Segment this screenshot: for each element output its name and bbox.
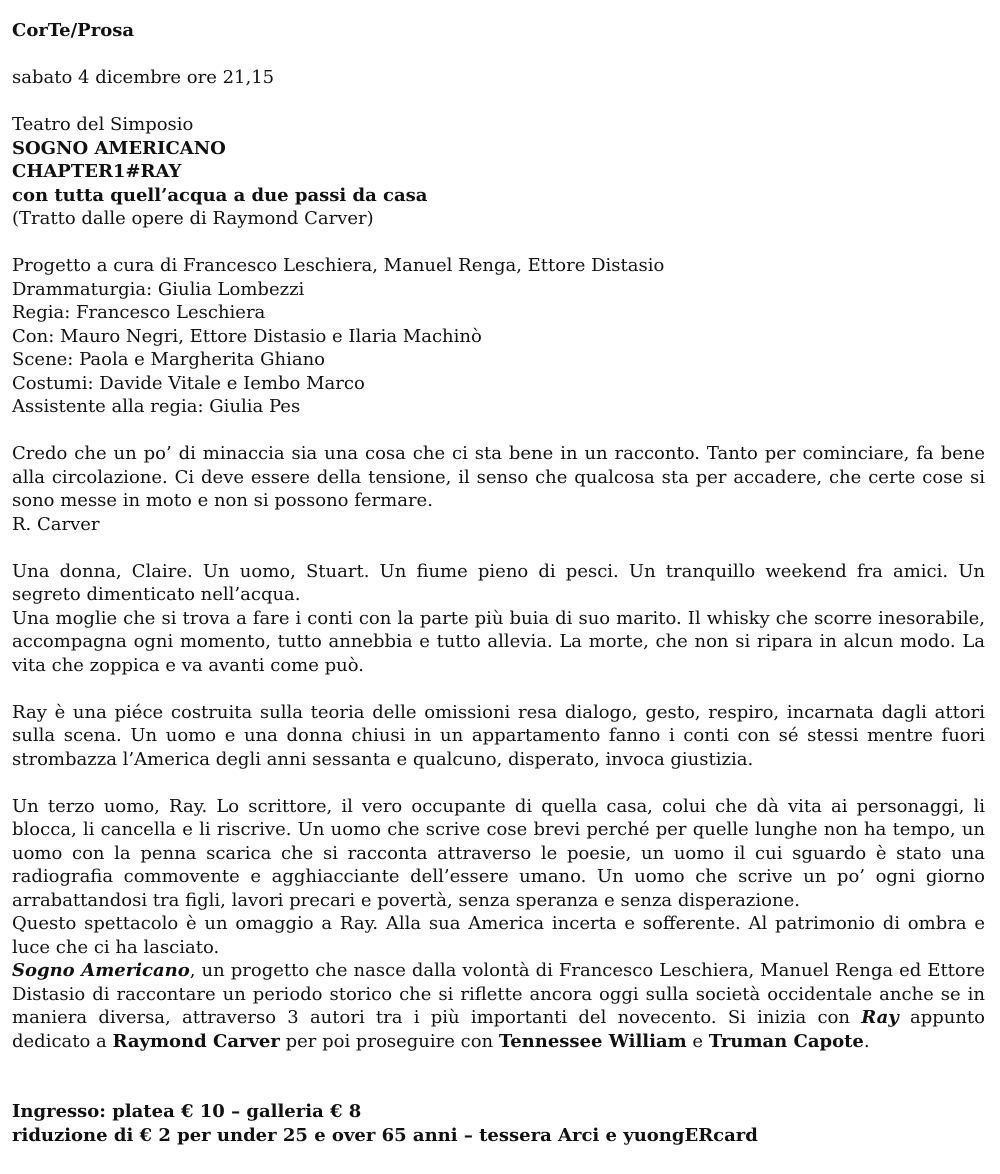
project-title: Sogno Americano: [12, 960, 190, 981]
credit-line: Regia: Francesco Leschiera: [12, 302, 266, 323]
text-run: , un progetto che nasce dalla volontà di Francesco Leschiera, Manuel Renga ed Ettore Distasio di raccontare un periodo storico che si riflette ancora oggi sulla società occidentale anche se in maniera diversa, attraverso 3 autori tra i più importanti del novecento. Si inizia con: [12, 960, 986, 1028]
credit-line: Assistente alla regia: Giulia Pes: [12, 396, 301, 417]
credit-line: Scene: Paola e Margherita Ghiano: [12, 349, 326, 370]
description-paragraph: Questo spettacolo è un omaggio a Ray. Alla sua America incerta e sofferente. Al patrimonio di ombra e luce che ci ha lasciato.: [12, 913, 985, 958]
ticket-discounts: riduzione di € 2 per under 25 e over 65 anni – tessera Arci e yuongERcard: [12, 1124, 758, 1146]
author-name: Truman Capote: [708, 1030, 864, 1052]
show-source: (Tratto dalle opere di Raymond Carver): [12, 208, 374, 229]
ticket-prices: Ingresso: platea € 10 – galleria € 8: [12, 1101, 362, 1122]
credit-line: Costumi: Davide Vitale e Iembo Marco: [12, 372, 365, 394]
text-run: .: [863, 1030, 870, 1052]
show-title: SOGNO AMERICANO: [12, 137, 226, 159]
text-run: e: [686, 1030, 709, 1052]
synopsis-paragraph: Una moglie che si trova a fare i conti con la parte più buia di suo marito. Il whisky che scorre inesorabile, accompagna ogni momento, tutto annebbia e tutto allevia. La morte, che non si ripara in alcun modo. La vita che zoppica e va avanti come può.: [12, 607, 985, 676]
quote-author: R. Carver: [12, 513, 100, 535]
carver-quote: Credo che un po’ di minaccia sia una cosa che ci sta bene in un racconto. Tanto per cominciare, fa bene alla circolazione. Ci deve essere della tensione, il senso che qualcosa sta per accadere, che certe cose si sono messe in moto e non si possono fermare.: [12, 443, 985, 511]
event-date: sabato 4 dicembre ore 21,15: [12, 67, 275, 88]
text-run: per poi proseguire con: [279, 1030, 499, 1052]
ray-title: Ray: [861, 1007, 899, 1028]
description-paragraph: Un terzo uomo, Ray. Lo scrittore, il vero occupante di quella casa, colui che dà vita ai personaggi, li blocca, li cancella e li riscrive. Un uomo che scrive cose brevi perché per quelle lunghe non ha tempo, un uomo con la penna scarica che si racconta attraverso le poesie, un uomo il cui sguardo è stato una radiografia commovente e agghiacciante dell’essere umano. Un uomo che scrive un po’ ogni giorno arrabattandosi tra figli, lavori precari e povertà, senza speranza e senza disperazione.: [12, 795, 985, 911]
show-subtitle: con tutta quell’acqua a due passi da casa: [12, 184, 428, 206]
author-name: Tennessee William: [498, 1030, 687, 1052]
credit-line: Progetto a cura di Francesco Leschiera, Manuel Renga, Ettore Distasio: [12, 255, 665, 276]
synopsis-paragraph: Una donna, Claire. Un uomo, Stuart. Un fiume pieno di pesci. Un tranquillo weekend fra amici. Un segreto dimenticato nell’acqua.: [12, 560, 985, 605]
project-paragraph: [12, 959, 985, 1053]
show-chapter: CHAPTER1#RAY: [12, 161, 182, 182]
credit-line: Drammaturgia: Giulia Lombezzi: [12, 278, 305, 300]
document-page: [12, 19, 985, 1147]
credits-list: [12, 254, 985, 419]
company-name: Teatro del Simposio: [12, 114, 194, 135]
description-paragraph: Ray è una piéce costruita sulla teoria delle omissioni resa dialogo, gesto, respiro, incarnata dagli attori sulla scena. Un uomo e una donna chiusi in un appartamento fanno i conti con sé stessi mentre fuori strombazza l’America degli anni sessanta e qualcuno, disperato, invoca giustizia.: [12, 701, 985, 770]
text-run: appunto dedicato a: [12, 1007, 985, 1052]
credit-line: Con: Mauro Negri, Ettore Distasio e Ilaria Machinò: [12, 325, 482, 347]
section-heading: CorTe/Prosa: [12, 20, 134, 41]
author-name: Raymond Carver: [112, 1030, 280, 1052]
